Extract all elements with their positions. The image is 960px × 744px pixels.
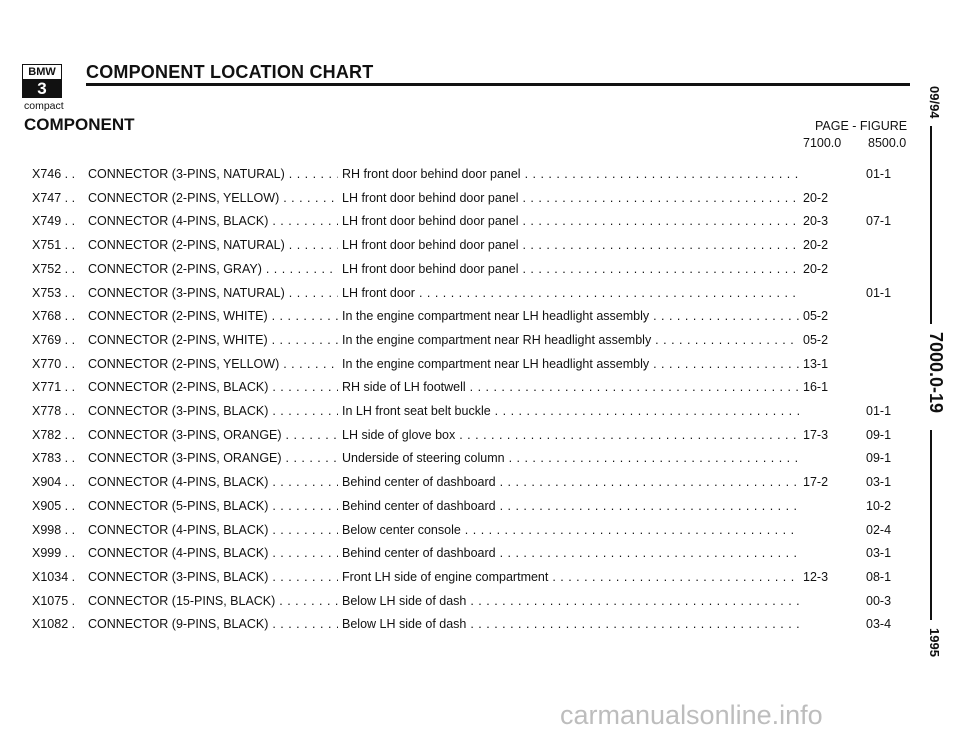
component-location: RH side of LH footwell . . . — [342, 377, 799, 397]
component-id: X752 . . — [32, 261, 76, 276]
component-location: LH side of glove box . . . — [342, 425, 799, 445]
component-id: X768 . . — [32, 309, 76, 324]
component-name: CONNECTOR (2-PINS, YELLOW) . . . — [88, 188, 338, 208]
component-location: Below LH side of dash . . . — [342, 591, 799, 611]
page-title: COMPONENT LOCATION CHART — [86, 62, 374, 82]
logo-model: 3 — [22, 79, 62, 98]
component-location: Underside of steering column . . . — [342, 448, 799, 468]
page-figure-label: PAGE - FIGURE — [815, 119, 908, 133]
component-id: X778 . . — [32, 404, 76, 418]
component-id: X751 . . — [32, 238, 76, 253]
component-location: Behind center of dashboard . . . — [342, 472, 799, 492]
component-name: CONNECTOR (2-PINS, WHITE) . . . — [88, 330, 338, 350]
table-row — [0, 330, 920, 350]
page-ref: 17-2 — [803, 475, 829, 490]
table-row — [0, 259, 920, 279]
table-row — [0, 614, 920, 634]
component-name: CONNECTOR (3-PINS, ORANGE) . . . — [88, 425, 338, 445]
page-ref: 05-2 — [803, 309, 829, 324]
component-location: Below LH side of dash . . . — [342, 614, 799, 634]
side-rule-top — [930, 126, 932, 324]
component-location: Behind center of dashboard . . . — [342, 543, 799, 563]
component-name: CONNECTOR (15-PINS, BLACK) . . . — [88, 591, 338, 611]
page-ref: 13-1 — [803, 356, 829, 371]
title-rule — [86, 83, 910, 86]
component-name: CONNECTOR (2-PINS, GRAY) . . . — [88, 259, 338, 279]
table-row — [0, 591, 920, 611]
section-heading: COMPONENT — [24, 115, 135, 134]
component-location: LH front door behind door panel . . . — [342, 211, 799, 231]
figure-ref: 03-1 — [866, 546, 892, 561]
component-location: In the engine compartment near RH headlight assembly . . . — [342, 330, 799, 350]
component-location: Below center console . . . — [342, 520, 799, 540]
figure-ref: 00-3 — [866, 593, 892, 608]
page-ref: 05-2 — [803, 332, 829, 347]
page-ref: 20-2 — [803, 190, 829, 205]
component-location: LH front door . . . — [342, 283, 799, 303]
table-row — [0, 283, 920, 303]
figure-ref: 07-1 — [866, 214, 892, 229]
side-date: 09/94 — [927, 86, 942, 119]
component-name: CONNECTOR (2-PINS, YELLOW) . . . — [88, 354, 338, 374]
component-name: CONNECTOR (3-PINS, BLACK) . . . — [88, 567, 338, 587]
component-name: CONNECTOR (2-PINS, NATURAL) . . . — [88, 235, 338, 255]
figure-ref: 09-1 — [866, 427, 892, 442]
table-row — [0, 567, 920, 587]
table-row — [0, 354, 920, 374]
table-row — [0, 425, 920, 445]
component-id: X1082 . — [32, 617, 76, 632]
table-row — [0, 377, 920, 397]
subtitle-compact: compact — [24, 100, 64, 112]
component-id: X782 . . — [32, 427, 76, 442]
component-id: X1034 . — [32, 569, 76, 584]
component-location: LH front door behind door panel . . . — [342, 259, 799, 279]
side-page-code: 7000.0-19 — [926, 332, 946, 414]
component-location: In LH front seat belt buckle . . . — [342, 401, 799, 421]
component-name: CONNECTOR (9-PINS, BLACK) . . . — [88, 614, 338, 634]
figure-ref: 03-1 — [866, 475, 892, 490]
component-location: Front LH side of engine compartment . . . — [342, 567, 799, 587]
component-name: CONNECTOR (4-PINS, BLACK) . . . — [88, 520, 338, 540]
component-id: X771 . . — [32, 380, 76, 395]
component-location: Behind center of dashboard . . . — [342, 496, 799, 516]
component-name: CONNECTOR (3-PINS, NATURAL) . . . — [88, 283, 338, 303]
component-id: X769 . . — [32, 332, 76, 347]
table-row — [0, 164, 920, 184]
column-header-figure: 8500.0 — [868, 136, 907, 150]
table-row — [0, 211, 920, 231]
table-row — [0, 235, 920, 255]
table-row — [0, 543, 920, 563]
component-name: CONNECTOR (5-PINS, BLACK) . . . — [88, 496, 338, 516]
table-row — [0, 496, 920, 516]
table-row — [0, 520, 920, 540]
figure-ref: 08-1 — [866, 569, 892, 584]
column-header-page: 7100.0 — [803, 136, 842, 150]
component-name: CONNECTOR (3-PINS, ORANGE) . . . — [88, 448, 338, 468]
table-row — [0, 306, 920, 326]
side-rule-bottom — [930, 430, 932, 620]
component-id: X1075 . — [32, 593, 76, 608]
component-name: CONNECTOR (2-PINS, WHITE) . . . — [88, 306, 338, 326]
figure-ref: 01-1 — [866, 404, 892, 418]
page-ref: 20-2 — [803, 261, 829, 276]
page-ref: 20-2 — [803, 238, 829, 253]
figure-ref: 01-1 — [866, 285, 892, 300]
component-name: CONNECTOR (2-PINS, BLACK) . . . — [88, 377, 338, 397]
component-name: CONNECTOR (3-PINS, NATURAL) . . . — [88, 164, 338, 184]
side-year: 1995 — [927, 628, 942, 657]
component-id: X904 . . — [32, 475, 76, 490]
component-id: X746 . . — [32, 167, 76, 181]
table-row — [0, 401, 920, 421]
watermark: carmanualsonline.info — [560, 700, 823, 730]
component-name: CONNECTOR (4-PINS, BLACK) . . . — [88, 472, 338, 492]
page-ref: 12-3 — [803, 569, 829, 584]
component-location: In the engine compartment near LH headlight assembly . . . — [342, 354, 799, 374]
page-ref: 16-1 — [803, 380, 829, 395]
bmw-3-logo — [22, 64, 62, 98]
logo-brand: BMW — [22, 64, 62, 80]
figure-ref: 01-1 — [866, 167, 892, 181]
figure-ref: 10-2 — [866, 498, 892, 513]
figure-ref: 09-1 — [866, 451, 892, 466]
component-id: X999 . . — [32, 546, 76, 561]
component-location: LH front door behind door panel . . . — [342, 188, 799, 208]
table-row — [0, 472, 920, 492]
component-id: X749 . . — [32, 214, 76, 229]
component-id: X770 . . — [32, 356, 76, 371]
component-id: X998 . . — [32, 522, 76, 537]
table-row — [0, 188, 920, 208]
component-id: X905 . . — [32, 498, 76, 513]
component-id: X747 . . — [32, 190, 76, 205]
component-id: X783 . . — [32, 451, 76, 466]
component-location: LH front door behind door panel . . . — [342, 235, 799, 255]
figure-ref: 02-4 — [866, 522, 892, 537]
component-location: RH front door behind door panel . . . — [342, 164, 799, 184]
table-row — [0, 448, 920, 468]
component-name: CONNECTOR (3-PINS, BLACK) . . . — [88, 401, 338, 421]
component-location: In the engine compartment near LH headlight assembly . . . — [342, 306, 799, 326]
page-ref: 17-3 — [803, 427, 829, 442]
component-id: X753 . . — [32, 285, 76, 300]
figure-ref: 03-4 — [866, 617, 892, 632]
component-name: CONNECTOR (4-PINS, BLACK) . . . — [88, 543, 338, 563]
component-name: CONNECTOR (4-PINS, BLACK) . . . — [88, 211, 338, 231]
page-ref: 20-3 — [803, 214, 829, 229]
